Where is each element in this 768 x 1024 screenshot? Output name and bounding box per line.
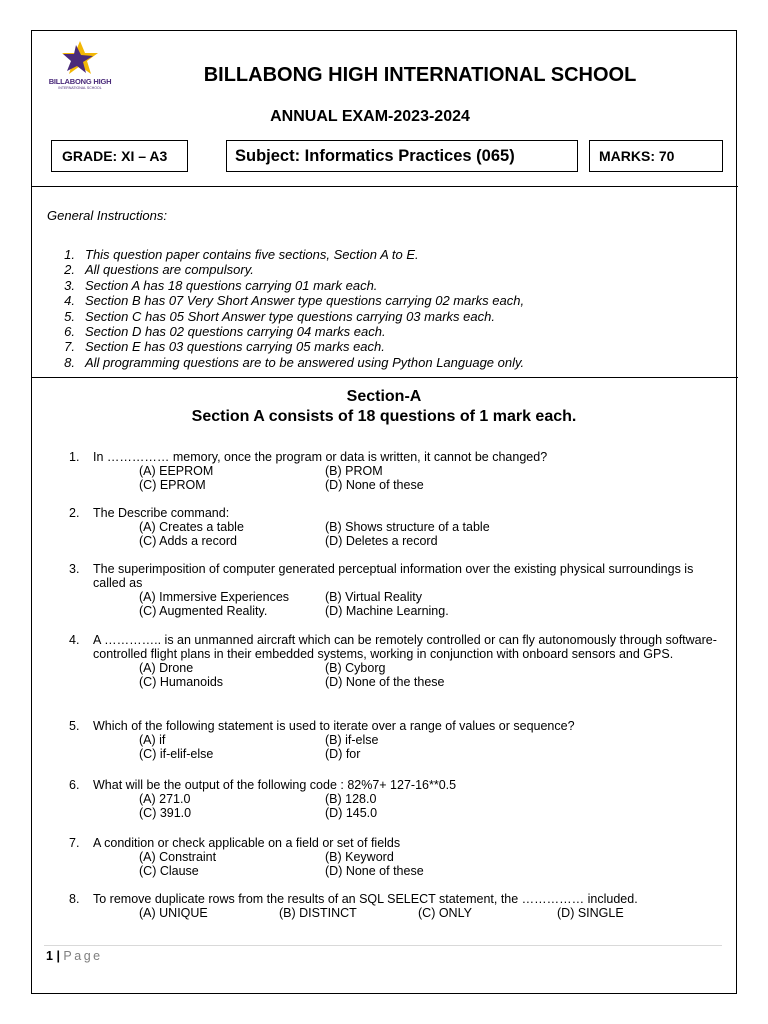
page-number: 1 [46,949,53,963]
question-text: The Describe command: [93,506,230,520]
page-label: Page [63,949,103,963]
option-c: (C) Adds a record [139,534,237,548]
instruction-number: 2. [64,262,75,278]
instruction-text: This question paper contains five sections, Section A to E. [85,247,419,262]
instruction-item [47,293,524,308]
exam-title: ANNUAL EXAM-2023-2024 [270,108,470,125]
question-number: 4. [69,633,80,647]
marks-box [589,140,723,172]
instruction-number: 7. [64,339,75,355]
option-a: (A) UNIQUE [139,906,208,920]
instruction-text: All questions are compulsory. [85,262,254,278]
option-b: (B) Shows structure of a table [325,520,490,534]
option-a: (A) 271.0 [139,792,191,806]
question-number: 8. [69,892,80,906]
question-6 [62,778,722,820]
instruction-text: Section C has 05 Short Answer type questions carrying 03 marks each. [85,308,495,324]
option-d: (D) Machine Learning. [325,604,449,618]
instruction-text: All programming questions are to be answered using Python Language only. [85,354,525,370]
option-b: (B) PROM [325,464,383,478]
instruction-item [47,324,524,339]
option-c: (C) EPROM [139,478,206,492]
instruction-item [47,262,524,277]
question-text: To remove duplicate rows from the results of an SQL SELECT statement, the …………… included. [93,892,638,906]
question-text: Which of the following statement is used to iterate over a range of values or sequence? [93,719,575,733]
question-number: 2. [69,506,80,520]
instruction-item [47,355,524,370]
option-b: (B) Cyborg [325,661,386,675]
option-a: (A) EEPROM [139,464,214,478]
grade-label: GRADE: XI – A3 [62,148,168,164]
option-d: (D) 145.0 [325,806,378,820]
question-8 [62,892,722,920]
option-b: (B) 128.0 [325,792,377,806]
instruction-number: 1. [64,247,75,262]
page-separator: | [56,949,60,963]
question-text: A condition or check applicable on a field or set of fields [93,836,401,850]
option-a: (A) if [139,733,166,747]
instruction-item [47,278,524,293]
option-a: (A) Constraint [139,850,217,864]
option-c: (C) Humanoids [139,675,224,689]
option-d: (D) for [325,747,361,761]
option-c: (C) 391.0 [139,806,192,820]
instruction-number: 3. [64,277,75,293]
option-a: (A) Immersive Experiences [139,590,290,604]
option-c: (C) Augmented Reality. [139,604,268,618]
logo-text: BILLABONG HIGH [48,77,112,86]
header-divider [31,186,738,187]
school-logo [40,40,120,92]
instruction-number: 8. [64,354,75,370]
option-a: (A) Drone [139,661,194,675]
question-4 [62,633,722,689]
option-d: (D) None of the these [325,675,445,689]
question-number: 3. [69,562,80,576]
footer-divider [44,945,722,946]
instruction-text: Section B has 07 Very Short Answer type questions carrying 02 marks each, [85,293,525,309]
question-2 [62,506,722,548]
instruction-number: 5. [64,308,75,324]
question-number: 7. [69,836,80,850]
instructions-divider [31,377,738,378]
instructions-list [47,247,524,370]
instruction-number: 6. [64,324,75,340]
question-number: 6. [69,778,80,792]
question-3 [62,562,722,618]
instruction-item [47,247,524,262]
instructions-title: General Instructions: [47,208,167,223]
question-number: 5. [69,719,80,733]
page-footer [46,949,103,963]
subject-box [226,140,578,172]
question-number: 1. [69,450,80,464]
option-d: (D) Deletes a record [325,534,438,548]
instruction-text: Section E has 03 questions carrying 05 marks each. [85,339,385,355]
option-c: (C) if-elif-else [139,747,214,761]
logo-subtext: INTERNATIONAL SCHOOL [58,86,102,90]
marks-label: MARKS: 70 [599,148,675,164]
grade-box [51,140,188,172]
option-c: (C) ONLY [418,906,472,920]
section-subtitle: Section A consists of 18 questions of 1 mark each. [191,408,577,425]
star-logo-icon [56,40,104,76]
option-d: (D) None of these [325,478,424,492]
question-1 [62,450,722,492]
question-text: What will be the output of the following code : 82%7+ 127-16**0.5 [93,778,457,792]
school-name: BILLABONG HIGH INTERNATIONAL SCHOOL [203,64,637,86]
option-d: (D) None of these [325,864,424,878]
instruction-item [47,309,524,324]
instruction-number: 4. [64,293,75,309]
option-a: (A) Creates a table [139,520,244,534]
instruction-text: Section A has 18 questions carrying 01 mark each. [85,277,378,293]
option-d: (D) SINGLE [557,906,624,920]
section-title: Section-A [346,388,422,405]
instruction-text: Section D has 02 questions carrying 04 marks each. [85,324,386,340]
option-b: (B) Keyword [325,850,394,864]
option-b: (B) if-else [325,733,379,747]
instruction-item [47,339,524,354]
question-7 [62,836,722,878]
question-5 [62,719,722,761]
subject-label: Subject: Informatics Practices (065) [235,146,515,165]
question-text: In …………… memory, once the program or data is written, it cannot be changed? [93,450,548,464]
option-b: (B) Virtual Reality [325,590,423,604]
option-b: (B) DISTINCT [279,906,357,920]
question-text: The superimposition of computer generated perceptual information over the existing physical surroundings is called as [93,562,694,590]
question-text: A ………….. is an unmanned aircraft which can be remotely controlled or can fly autonomously through software-controlled flight plans in their embedded systems, working in conjunction with onboard sensors and GPS. [93,633,717,661]
option-c: (C) Clause [139,864,199,878]
